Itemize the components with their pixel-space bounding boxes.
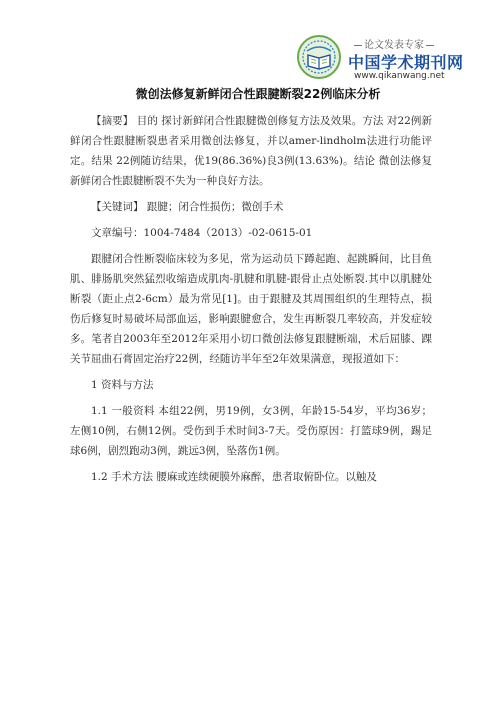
article-number: 文章编号：1004-7484（2013）-02-0615-01 — [91, 227, 313, 239]
article — [70, 85, 432, 487]
keywords-paragraph: 【关键词】 跟腱；闭合性损伤；微创手术 — [91, 201, 284, 213]
surgical-method-paragraph: 1.2 手术方法 腰麻或连续硬膜外麻醉，患者取俯卧位。以触及 — [91, 471, 377, 483]
abstract-paragraph: 【摘要】 目的 探讨新鲜闭合性跟腱微创修复方法及效果。方法 对22例新鲜闭合性跟腱断裂患者采用微创法修复，并以amer-lindholm法进行功能评定。结果 22例随访结果，优19(86.36%)良3例(13.63%)。结论 微创法修复新鲜闭合性跟腱断裂不失为一种良好方法。 — [70, 115, 432, 187]
intro-paragraph: 跟腱闭合性断裂临床较为多见，常为运动员下蹲起跑、起跳瞬间，比目鱼肌、腓肠肌突然猛烈收缩造成肌肉-肌腱和肌腱-跟骨止点处断裂.其中以肌腱处断裂（距止点2-6cm）最为常见[1]。由于跟腱及其周围组织的生理特点，损伤后修复时易破坏局部血运，影响跟腱愈合，发生再断裂几率较高，并发症较多。笔者自2003年至2012年采用小切口微创法修复跟腱断端，术后屈膝、踝关节屈曲石膏固定治疗22例，经随访半年至2年效果满意，现报道如下： — [70, 253, 432, 365]
book-globe-emblem-icon — [296, 34, 342, 80]
logo-url: www.qikanwang.net — [354, 71, 445, 81]
logo-tagline: 论文发表专家 — [352, 36, 436, 51]
site-logo — [296, 34, 466, 88]
article-title: 微创法修复新鲜闭合性跟腱断裂22例临床分析 — [135, 87, 381, 101]
general-data-paragraph: 1.1 一般资料 本组22例，男19例，女3例，年龄15-54岁，平均36岁；左侧10例，右侧12例。受伤到手术时间3-7天。受伤原因：打篮球9例，踢足球6例，剧烈跑动3例，跳远3例，坠落伤1例。 — [70, 405, 432, 457]
logo-name: 中国学术期刊网 — [348, 53, 464, 72]
section-heading-materials-methods: 1 资料与方法 — [91, 379, 154, 391]
